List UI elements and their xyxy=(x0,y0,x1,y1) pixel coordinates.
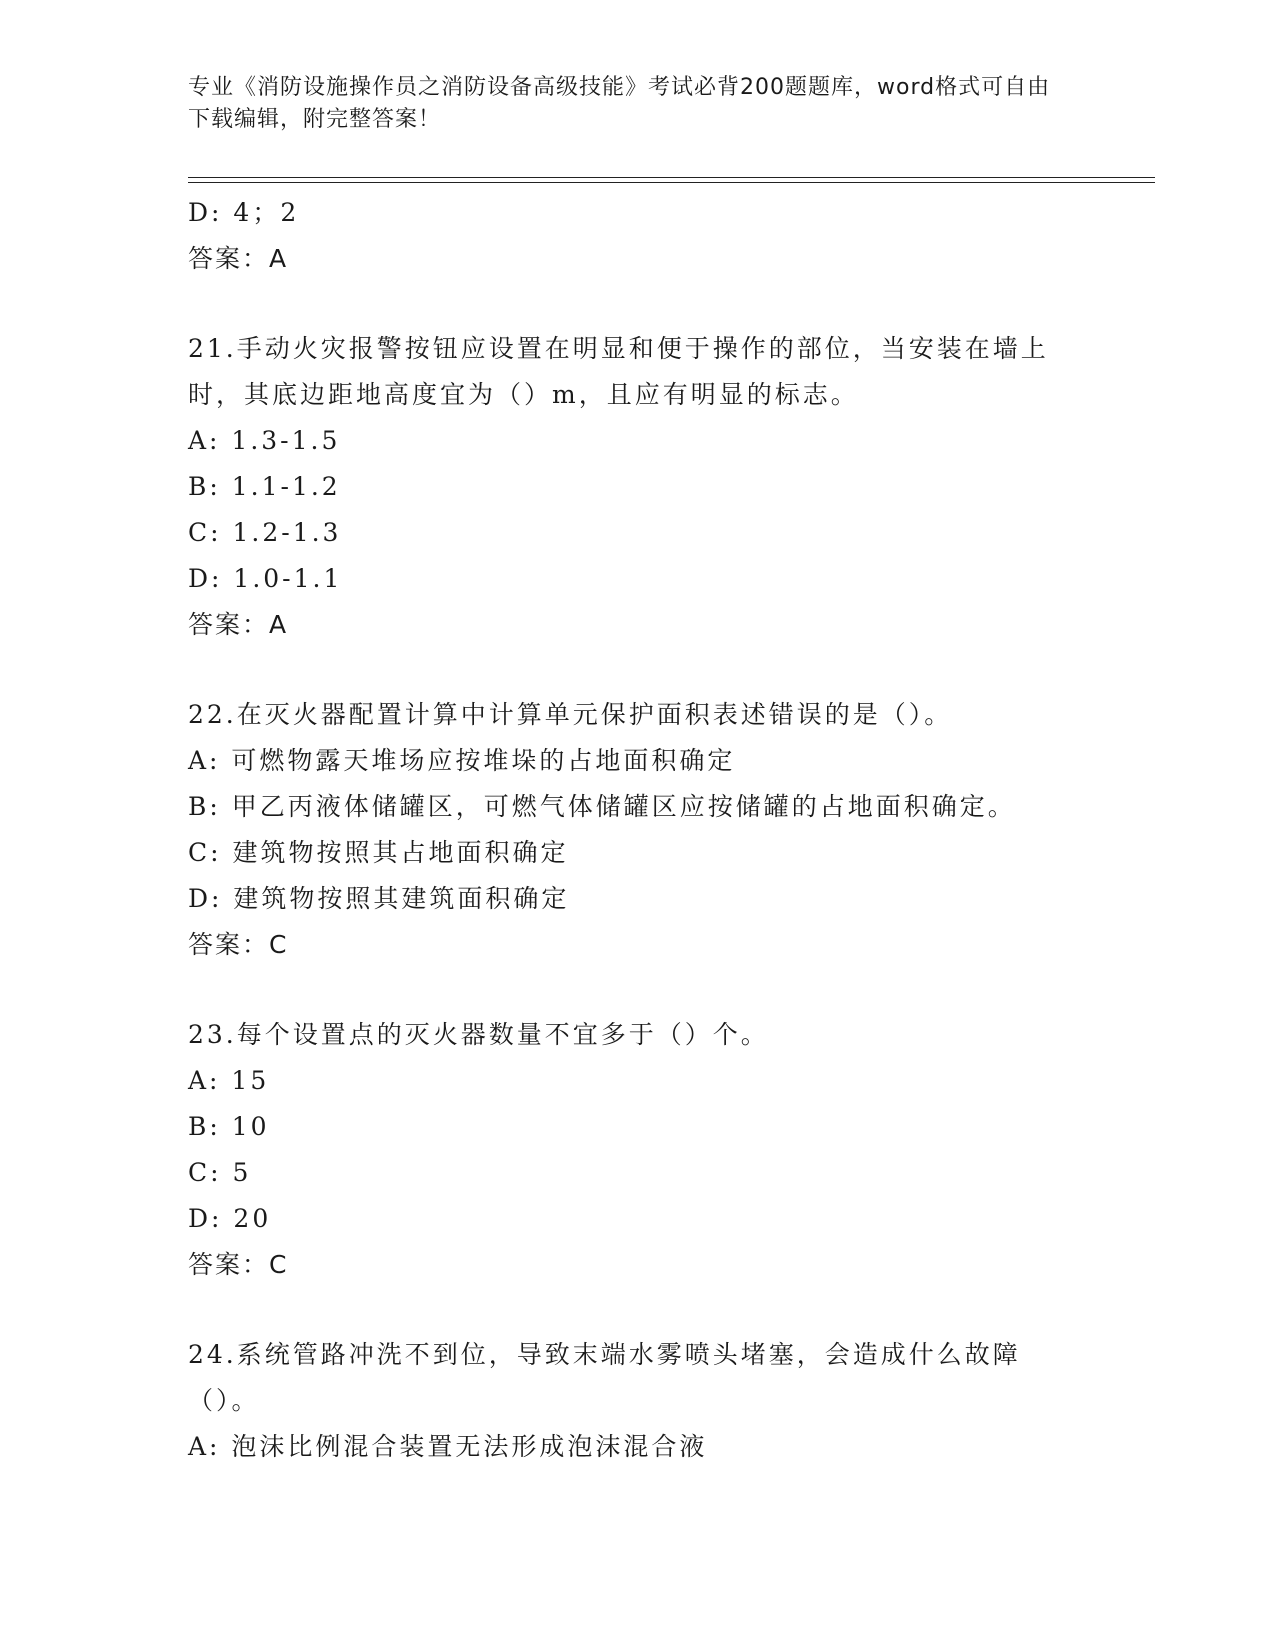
option-d: D: 建筑物按照其建筑面积确定 xyxy=(188,884,570,913)
option-a: A: 泡沫比例混合装置无法形成泡沫混合液 xyxy=(188,1432,708,1461)
option-c: C: 5 xyxy=(188,1158,252,1187)
question-stem: 23.每个设置点的灭火器数量不宜多于（）个。 xyxy=(188,1020,769,1049)
question-22 xyxy=(188,692,1088,968)
question-23 xyxy=(188,1012,1088,1288)
question-stem: 22.在灭火器配置计算中计算单元保护面积表述错误的是（）。 xyxy=(188,700,953,729)
document-body xyxy=(188,190,1088,1470)
answer-line: 答案：A xyxy=(188,610,289,639)
option-b: B: 甲乙丙液体储罐区，可燃气体储罐区应按储罐的占地面积确定。 xyxy=(188,792,1016,821)
option-b: B: 1.1-1.2 xyxy=(188,472,341,501)
option-d: D: 4；2 xyxy=(188,198,300,227)
option-d: D: 1.0-1.1 xyxy=(188,564,343,593)
document-header: 专业《消防设施操作员之消防设备高级技能》考试必背200题题库，word格式可自由下载编辑，附完整答案！ xyxy=(188,75,1051,132)
question-21 xyxy=(188,326,1088,648)
question-24 xyxy=(188,1332,1088,1470)
option-a: A: 可燃物露天堆场应按堆垛的占地面积确定 xyxy=(188,746,736,775)
option-c: C: 1.2-1.3 xyxy=(188,518,342,547)
option-a: A: 1.3-1.5 xyxy=(188,426,341,455)
header-divider-bottom xyxy=(188,182,1155,183)
answer-line: 答案：C xyxy=(188,1250,289,1279)
question-stem: 21.手动火灾报警按钮应设置在明显和便于操作的部位，当安装在墙上时，其底边距地高度宜为（）m，且应有明显的标志。 xyxy=(188,334,1049,409)
option-d: D: 20 xyxy=(188,1204,272,1233)
option-a: A: 15 xyxy=(188,1066,270,1095)
option-b: B: 10 xyxy=(188,1112,270,1141)
answer-line: 答案：C xyxy=(188,930,289,959)
answer-line: 答案：A xyxy=(188,244,289,273)
question-stem: 24.系统管路冲洗不到位，导致末端水雾喷头堵塞，会造成什么故障（）。 xyxy=(188,1340,1021,1415)
header-divider-top xyxy=(188,177,1155,178)
option-c: C: 建筑物按照其占地面积确定 xyxy=(188,838,569,867)
